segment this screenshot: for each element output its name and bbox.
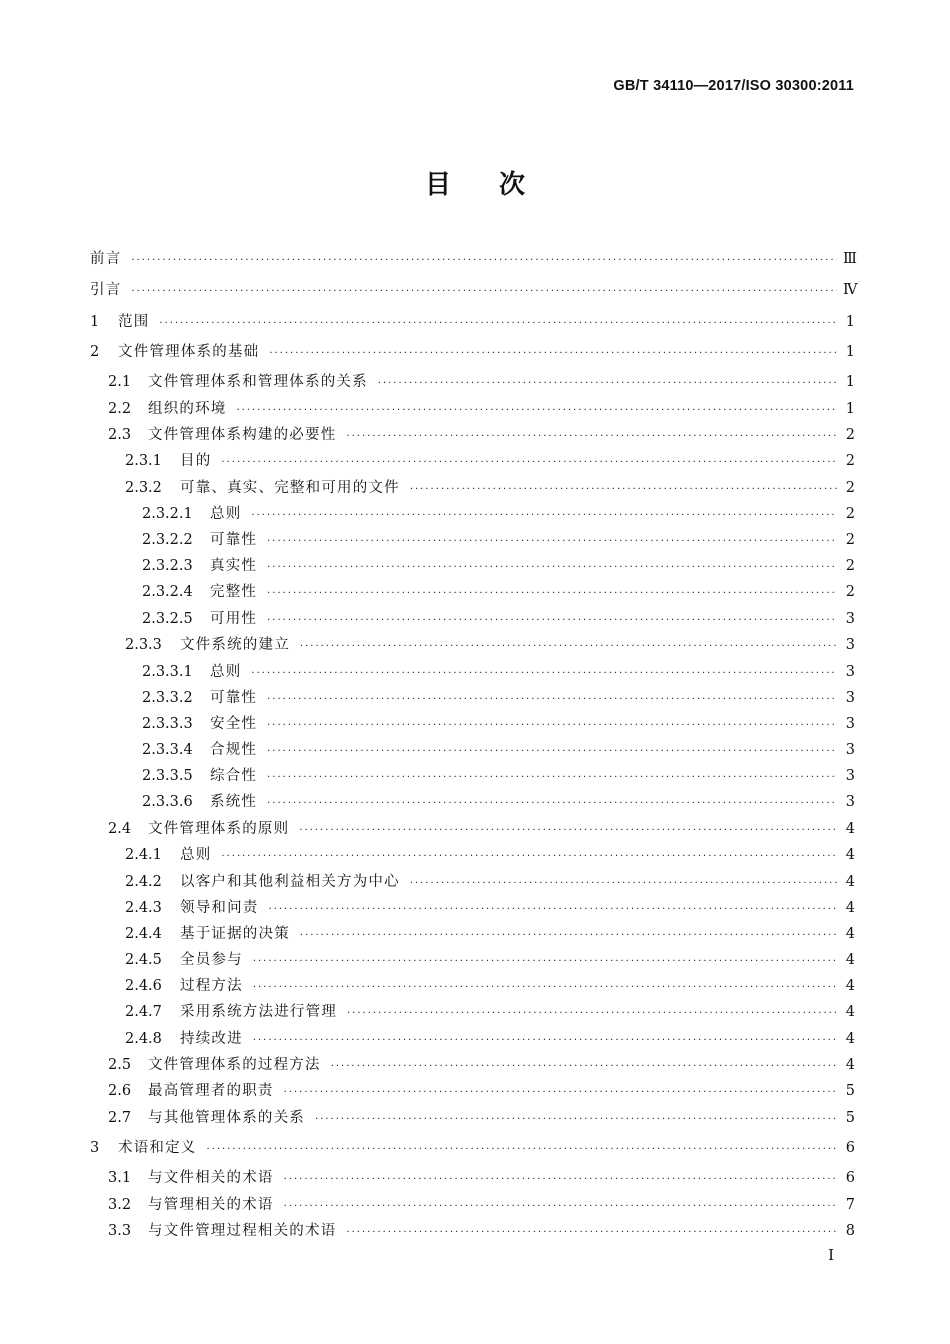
- toc-entry-number: 2.4.1: [125, 847, 162, 863]
- toc-entry-number: 3.1: [108, 1170, 132, 1186]
- toc-entry-label: 与其他管理体系的关系: [148, 1110, 305, 1126]
- toc-leader-dots: [237, 400, 838, 422]
- toc-entry-page: 1: [845, 401, 855, 417]
- toc-leader-dots: [267, 531, 837, 553]
- toc-entry[interactable]: [90, 398, 855, 420]
- toc-entry[interactable]: [90, 765, 855, 787]
- toc-entry-page: 2: [845, 584, 855, 600]
- toc-entry-label: 合规性: [210, 742, 258, 758]
- toc-entry-label: 过程方法: [180, 978, 243, 994]
- toc-entry-page: 3: [845, 690, 855, 706]
- toc-entry[interactable]: [90, 1194, 855, 1216]
- toc-entry-page: 4: [845, 952, 855, 968]
- toc-entry-label: 采用系统方法进行管理: [180, 1004, 337, 1020]
- toc-entry[interactable]: [90, 791, 855, 813]
- toc-entry-label: 真实性: [210, 558, 258, 574]
- toc-entry-label: 引言: [90, 282, 122, 298]
- toc-entry-number: 2.3.3.5: [142, 768, 193, 784]
- toc-entry[interactable]: [90, 897, 855, 919]
- toc-leader-dots: [267, 583, 837, 605]
- toc-entry-page: 3: [845, 716, 855, 732]
- toc-entry-number: 2.3.2.2: [142, 532, 193, 548]
- toc-entry-number: 2.2: [108, 401, 132, 417]
- toc-entry[interactable]: [90, 424, 855, 446]
- toc-entry-label: 安全性: [210, 716, 258, 732]
- toc-entry-label: 系统性: [210, 794, 258, 810]
- toc-entry-label: 可靠性: [210, 690, 258, 706]
- toc-entry-label: 与管理相关的术语: [148, 1197, 274, 1213]
- toc-entry-number: 2.4.2: [125, 874, 162, 890]
- toc-entry-page: 1: [845, 314, 855, 330]
- toc-entry-page: 4: [845, 926, 855, 942]
- toc-leader-dots: [300, 636, 837, 658]
- toc-entry[interactable]: [90, 608, 855, 630]
- toc-entry[interactable]: [90, 503, 855, 525]
- toc-entry-page: 4: [845, 847, 855, 863]
- toc-leader-dots: [284, 1169, 837, 1191]
- toc-leader-dots: [267, 741, 837, 763]
- toc-entry-number: 2.3.3.2: [142, 690, 193, 706]
- toc-entry-label: 文件管理体系和管理体系的关系: [148, 374, 368, 390]
- toc-entry[interactable]: [90, 634, 855, 656]
- toc-entry[interactable]: [90, 1220, 855, 1242]
- toc-entry-page: 4: [845, 900, 855, 916]
- toc-leader-dots: [221, 846, 837, 868]
- toc-entry[interactable]: [90, 1054, 855, 1076]
- toc-entry-page: 6: [845, 1170, 855, 1186]
- toc-entry[interactable]: [90, 871, 855, 893]
- toc-entry-page: 3: [845, 637, 855, 653]
- toc-entry[interactable]: [90, 1107, 855, 1129]
- toc-entry-label: 文件管理体系构建的必要性: [148, 427, 337, 443]
- toc-entry-label: 基于证据的决策: [180, 926, 290, 942]
- toc-entry-page: 2: [845, 558, 855, 574]
- toc-entry-page: 3: [845, 794, 855, 810]
- toc-entry-label: 前言: [90, 251, 122, 267]
- toc-leader-dots: [159, 313, 837, 335]
- toc-entry-page: 4: [845, 978, 855, 994]
- toc-entry-page: 7: [845, 1197, 855, 1213]
- toc-entry[interactable]: [90, 279, 858, 301]
- toc-entry-label: 最高管理者的职责: [148, 1083, 274, 1099]
- toc-entry-page: 4: [845, 1031, 855, 1047]
- toc-entry-page: 2: [845, 453, 855, 469]
- toc-entry-number: 3.3: [108, 1223, 132, 1239]
- toc-entry-page: 2: [845, 532, 855, 548]
- toc-entry-page: 4: [845, 1004, 855, 1020]
- toc-entry-label: 总则: [210, 506, 242, 522]
- toc-leader-dots: [207, 1139, 838, 1161]
- toc-entry-number: 3: [90, 1140, 100, 1156]
- toc-entry-page: 4: [845, 874, 855, 890]
- toc-entry-number: 2.4.7: [125, 1004, 162, 1020]
- toc-entry-label: 文件管理体系的基础: [118, 344, 260, 360]
- toc-entry-label: 与文件管理过程相关的术语: [148, 1223, 337, 1239]
- toc-leader-dots: [269, 343, 837, 365]
- toc-entry-page: 1: [845, 344, 855, 360]
- toc-leader-dots: [378, 373, 837, 395]
- toc-entry-number: 2.3.2.3: [142, 558, 193, 574]
- toc-entry-page: 8: [845, 1223, 855, 1239]
- toc-entry-number: 2.3.2.5: [142, 611, 193, 627]
- toc-leader-dots: [410, 873, 837, 895]
- toc-leader-dots: [284, 1082, 837, 1104]
- toc-entry-page: 6: [845, 1140, 855, 1156]
- toc-entry-page: 4: [845, 821, 855, 837]
- toc-entry-number: 2.5: [108, 1057, 132, 1073]
- toc-entry[interactable]: [90, 371, 855, 393]
- standard-code: GB/T 34110—2017/ISO 30300:2011: [613, 78, 854, 94]
- toc-leader-dots: [346, 1222, 837, 1244]
- toc-leader-dots: [315, 1109, 837, 1131]
- toc-entry-page: 2: [845, 480, 855, 496]
- toc-leader-dots: [269, 899, 838, 921]
- toc-entry-number: 2.4: [108, 821, 132, 837]
- toc-entry[interactable]: [90, 975, 855, 997]
- toc-entry-number: 2.4.3: [125, 900, 162, 916]
- toc-entry-number: 2.3.2.4: [142, 584, 193, 600]
- toc-leader-dots: [299, 820, 837, 842]
- toc-entry-number: 2.4.4: [125, 926, 162, 942]
- toc-entry-number: 1: [90, 314, 100, 330]
- toc-entry-page: Ⅲ: [843, 251, 857, 267]
- toc-entry-number: 2.4.5: [125, 952, 162, 968]
- toc-entry[interactable]: [90, 844, 855, 866]
- toc-leader-dots: [251, 663, 837, 685]
- toc-entry[interactable]: [90, 1028, 855, 1050]
- toc-entry[interactable]: [90, 341, 855, 363]
- toc-entry-page: 3: [845, 611, 855, 627]
- toc-leader-dots: [131, 281, 837, 303]
- toc-leader-dots: [221, 452, 837, 474]
- toc-entry[interactable]: [90, 1167, 855, 1189]
- toc-entry[interactable]: [90, 555, 855, 577]
- toc-entry-number: 2.3.3.6: [142, 794, 193, 810]
- toc-leader-dots: [131, 250, 837, 272]
- toc-entry-label: 持续改进: [180, 1031, 243, 1047]
- toc-entry-label: 可靠、真实、完整和可用的文件: [180, 480, 400, 496]
- toc-entry-label: 范围: [118, 314, 150, 330]
- toc-entry-number: 2.3.3: [125, 637, 162, 653]
- toc-entry-number: 2.3.2: [125, 480, 162, 496]
- toc-entry-number: 2.7: [108, 1110, 132, 1126]
- toc-leader-dots: [331, 1056, 837, 1078]
- toc-leader-dots: [253, 977, 837, 999]
- toc-entry[interactable]: [90, 739, 855, 761]
- toc-leader-dots: [267, 793, 837, 815]
- toc-entry-number: 2.3.3.1: [142, 664, 193, 680]
- toc-leader-dots: [347, 1003, 837, 1025]
- toc-entry-page: 3: [845, 768, 855, 784]
- page-title: 目次: [424, 170, 573, 200]
- toc-leader-dots: [267, 715, 837, 737]
- toc-leader-dots: [267, 767, 837, 789]
- toc-entry-label: 文件系统的建立: [180, 637, 290, 653]
- toc-leader-dots: [267, 557, 837, 579]
- toc-leader-dots: [284, 1196, 837, 1218]
- toc-entry-label: 可用性: [210, 611, 258, 627]
- page-number: I: [828, 1246, 834, 1264]
- toc-leader-dots: [410, 479, 837, 501]
- toc-entry-page: 3: [845, 664, 855, 680]
- toc-leader-dots: [253, 951, 837, 973]
- toc-entry-label: 总则: [210, 664, 242, 680]
- toc-entry-page: 5: [845, 1083, 855, 1099]
- toc-entry-label: 可靠性: [210, 532, 258, 548]
- toc-entry-number: 2.3.3.3: [142, 716, 193, 732]
- toc-entry-label: 与文件相关的术语: [148, 1170, 274, 1186]
- toc-entry[interactable]: [90, 1080, 855, 1102]
- toc-entry-page: 3: [845, 742, 855, 758]
- toc-entry-number: 2.3: [108, 427, 132, 443]
- toc-entry[interactable]: [90, 661, 855, 683]
- toc-entry[interactable]: [90, 581, 855, 603]
- toc-entry-label: 全员参与: [180, 952, 243, 968]
- toc-entry-label: 文件管理体系的原则: [148, 821, 290, 837]
- toc-entry-number: 2.3.2.1: [142, 506, 193, 522]
- toc-entry-number: 2.3.3.4: [142, 742, 193, 758]
- toc-entry[interactable]: [90, 923, 855, 945]
- toc-leader-dots: [267, 689, 837, 711]
- toc-entry-page: 4: [845, 1057, 855, 1073]
- toc-entry-label: 以客户和其他利益相关方为中心: [180, 874, 400, 890]
- toc-entry[interactable]: [90, 450, 855, 472]
- toc-entry[interactable]: [90, 1137, 855, 1159]
- toc-entry-label: 目的: [180, 453, 212, 469]
- toc-entry-number: 2.4.6: [125, 978, 162, 994]
- toc-entry-label: 组织的环境: [148, 401, 227, 417]
- toc-leader-dots: [346, 426, 837, 448]
- toc-entry-label: 综合性: [210, 768, 258, 784]
- toc-entry-page: 1: [845, 374, 855, 390]
- toc-entry[interactable]: [90, 949, 855, 971]
- toc-entry-label: 领导和问责: [180, 900, 259, 916]
- toc-entry-page: 2: [845, 427, 855, 443]
- toc-entry-number: 2.6: [108, 1083, 132, 1099]
- toc-entry[interactable]: [90, 1001, 855, 1023]
- toc-entry-label: 总则: [180, 847, 212, 863]
- toc-entry-number: 2.4.8: [125, 1031, 162, 1047]
- toc-entry-number: 2.1: [108, 374, 132, 390]
- toc-leader-dots: [300, 925, 837, 947]
- toc-entry[interactable]: [90, 477, 855, 499]
- toc-entry[interactable]: [90, 687, 855, 709]
- toc-entry-page: Ⅳ: [843, 282, 858, 298]
- toc-entry[interactable]: [90, 529, 855, 551]
- toc-entry-label: 完整性: [210, 584, 258, 600]
- toc-leader-dots: [253, 1030, 837, 1052]
- toc-entry-label: 术语和定义: [118, 1140, 197, 1156]
- toc-leader-dots: [251, 505, 837, 527]
- toc-entry[interactable]: [90, 248, 855, 270]
- toc-entry[interactable]: [90, 818, 855, 840]
- toc-entry-label: 文件管理体系的过程方法: [148, 1057, 321, 1073]
- toc-entry-page: 5: [845, 1110, 855, 1126]
- toc-entry-number: 2: [90, 344, 100, 360]
- toc-entry-page: 2: [845, 506, 855, 522]
- toc-entry[interactable]: [90, 311, 855, 333]
- toc-leader-dots: [267, 610, 837, 632]
- toc-entry[interactable]: [90, 713, 855, 735]
- toc-entry-number: 2.3.1: [125, 453, 162, 469]
- toc-entry-number: 3.2: [108, 1197, 132, 1213]
